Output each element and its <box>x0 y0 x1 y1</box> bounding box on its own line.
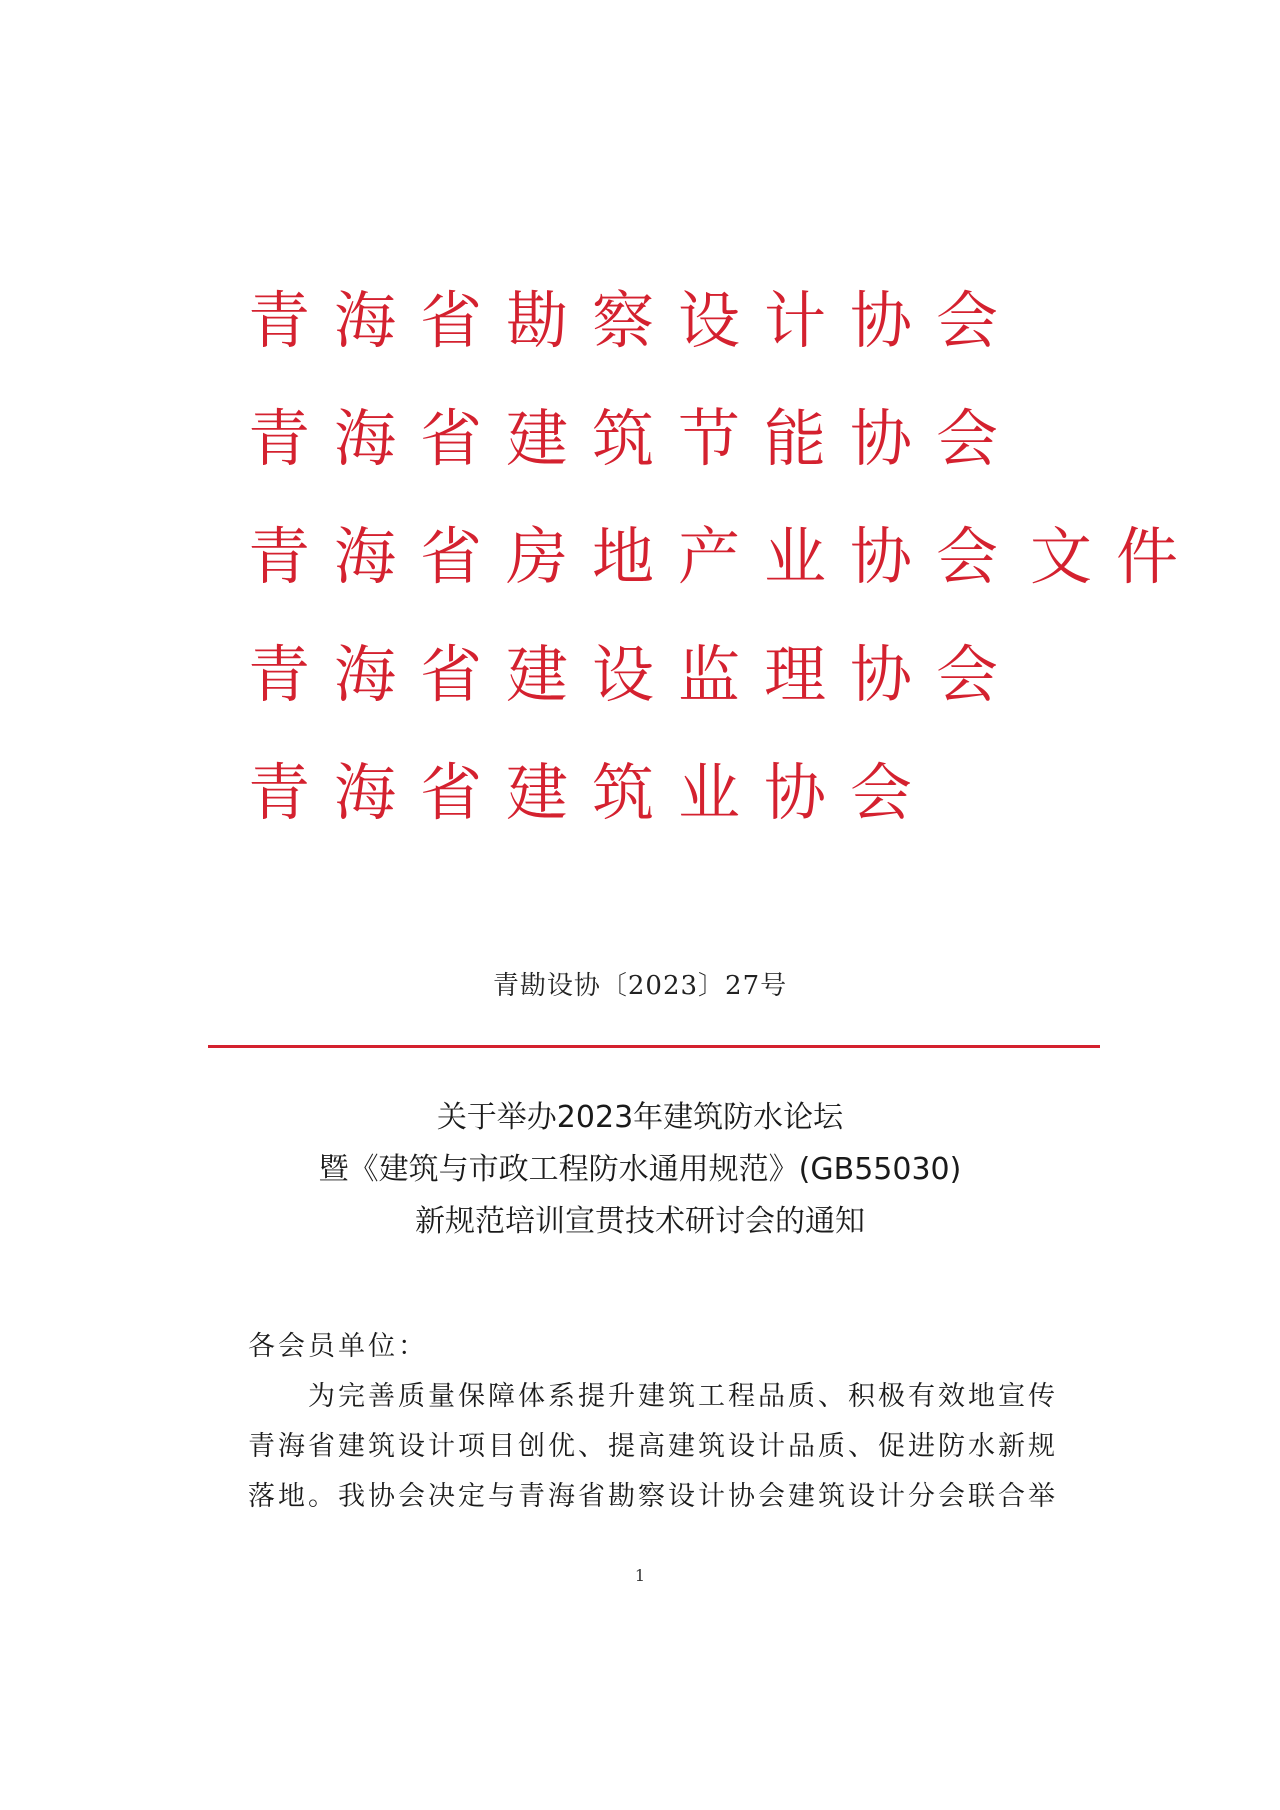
notice-body <box>248 1322 1068 1522</box>
issuer-line <box>248 734 1202 852</box>
title-line: 新规范培训宣贯技术研讨会的通知 <box>415 1204 865 1239</box>
issuer-line <box>248 380 1202 498</box>
issuer-line <box>248 498 1202 616</box>
salutation: 各会员单位： <box>248 1331 428 1362</box>
body-line: 青海省建筑设计项目创优、提高建筑设计品质、促进防水新规 <box>248 1431 1058 1462</box>
issuer-line <box>248 262 1202 380</box>
issuer-org-name: 青海省房地产业协会 <box>248 520 1023 593</box>
notice-title <box>0 1092 1280 1248</box>
title-line: 暨《建筑与市政工程防水通用规范》(GB55030) <box>318 1152 962 1187</box>
issuer-org-name: 青海省建筑节能协会 <box>248 402 1023 475</box>
issuer-org-name: 青海省勘察设计协会 <box>248 284 1023 357</box>
title-line: 关于举办2023年建筑防水论坛 <box>436 1100 844 1135</box>
page-number: 1 <box>634 1566 646 1585</box>
body-line: 落地。我协会决定与青海省勘察设计协会建筑设计分会联合举 <box>248 1481 1058 1512</box>
issuer-org-name: 青海省建筑业协会 <box>248 756 937 829</box>
document-number: 青勘设协〔2023〕27号 <box>492 971 788 1001</box>
issuer-header <box>248 262 1202 852</box>
body-line: 为完善质量保障体系提升建筑工程品质、积极有效地宣传 <box>308 1381 1058 1412</box>
issuer-org-name: 青海省建设监理协会 <box>248 638 1023 711</box>
red-divider-line <box>208 1045 1100 1048</box>
document-type-label: 文件 <box>1030 520 1203 593</box>
issuer-line <box>248 616 1202 734</box>
